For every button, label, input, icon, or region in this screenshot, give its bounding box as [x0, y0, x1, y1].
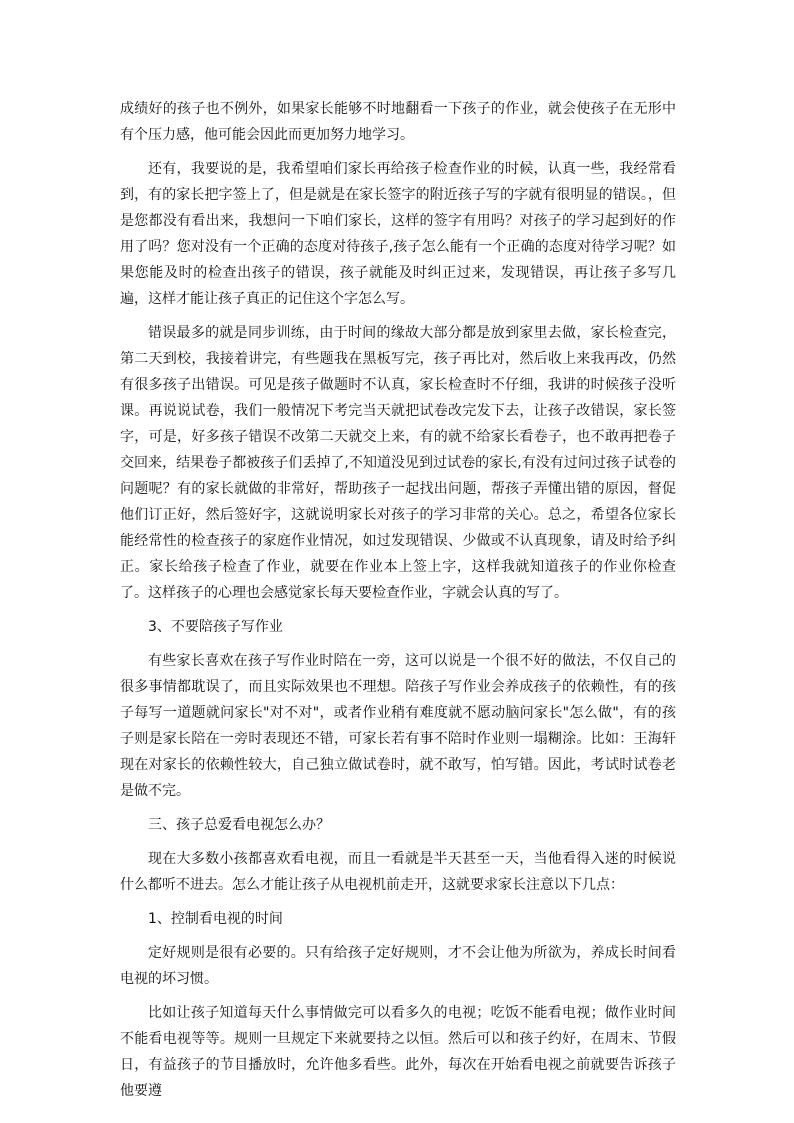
paragraph: 错误最多的就是同步训练，由于时间的缘故大部分都是放到家里去做，家长检查完，第二天到校，我接着讲完，有些题我在黑板写完，孩子再比对，然后收上来我再改，仍然有很多孩子出错误。可见是孩子做题时不认真，家长检查时不仔细，我讲的时候孩子没听课。再说说试卷，我们一般情况下考完当天就把试卷改完发下去，让孩子改错误，家长签字，可是，好多孩子错误不改第二天就交上来，有的就不给家长看卷子，也不敢再把卷子交回来，结果卷子都被孩子们丢掉了,不知道没见到过试卷的家长,有没有过问过孩子试卷的问题呢？有的家长就做的非常好，帮助孩子一起找出问题，帮孩子弄懂出错的原因，督促他们订正好，然后签好字，这就说明家长对孩子的学习非常的关心。总之，希望各位家长能经常性的检查孩子的家庭作业情况，如过发现错误、少做或不认真现象，请及时给予纠正。家长给孩子检查了作业，就要在作业本上签上字，这样我就知道孩子的作业你检查了。这样孩子的心理也会感觉家长每天要检查作业，字就会认真的写了。 — [120, 325, 676, 601]
section-heading: 1、控制看电视的时间 — [148, 911, 283, 927]
section-heading: 3、不要陪孩子写作业 — [148, 619, 283, 635]
paragraph: 现在大多数小孩都喜欢看电视，而且一看就是半天甚至一天，当他看得入迷的时候说什么都听不进去。怎么才能让孩子从电视机前走开，这就要求家长注意以下几点： — [120, 851, 676, 893]
paragraph: 比如让孩子知道每天什么事情做完可以看多久的电视；吃饭不能看电视；做作业时间不能看电视等等。规则一旦规定下来就要持之以恒。然后可以和孩子约好，在周末、节假日，有益孩子的节目播放时，允许他多看些。此外，每次在开始看电视之前就要告诉孩子他要遵 — [120, 1005, 676, 1099]
document-body — [120, 96, 676, 1112]
paragraph: 还有，我要说的是，我希望咱们家长再给孩子检查作业的时候，认真一些，我经常看到，有的家长把字签上了，但是就是在家长签字的附近孩子写的字就有很明显的错误。，但是您都没有看出来，我想问一下咱们家长，这样的签字有用吗？对孩子的学习起到好的作用了吗？您对没有一个正确的态度对待孩子,孩子怎么能有一个正确的态度对待学习呢？如果您能及时的检查出孩子的错误，孩子就能及时纠正过来，发现错误，再让孩子多写几遍，这样才能让孩子真正的记住这个字怎么写。 — [120, 161, 676, 307]
section-heading: 三、孩子总爱看电视怎么办？ — [148, 817, 330, 833]
paragraph: 有些家长喜欢在孩子写作业时陪在一旁，这可以说是一个很不好的做法，不仅自己的很多事情都耽误了，而且实际效果也不理想。陪孩子写作业会养成孩子的依赖性，有的孩子每写一道题就问家长"对不对"，或者作业稍有难度就不愿动脑问家长"怎么做"，有的孩子则是家长陪在一旁时表现还不错，可家长若有事不陪时作业则一塌糊涂。比如：王海轩现在对家长的依赖性较大，自己独立做试卷时，就不敢写，怕写错。因此，考试时试卷老是做不完。 — [120, 653, 676, 799]
paragraph: 定好规则是很有必要的。只有给孩子定好规则，才不会让他为所欲为，养成长时间看电视的坏习惯。 — [120, 945, 676, 987]
paragraph: 成绩好的孩子也不例外，如果家长能够不时地翻看一下孩子的作业，就会使孩子在无形中有个压力感，他可能会因此而更加努力地学习。 — [120, 101, 676, 143]
